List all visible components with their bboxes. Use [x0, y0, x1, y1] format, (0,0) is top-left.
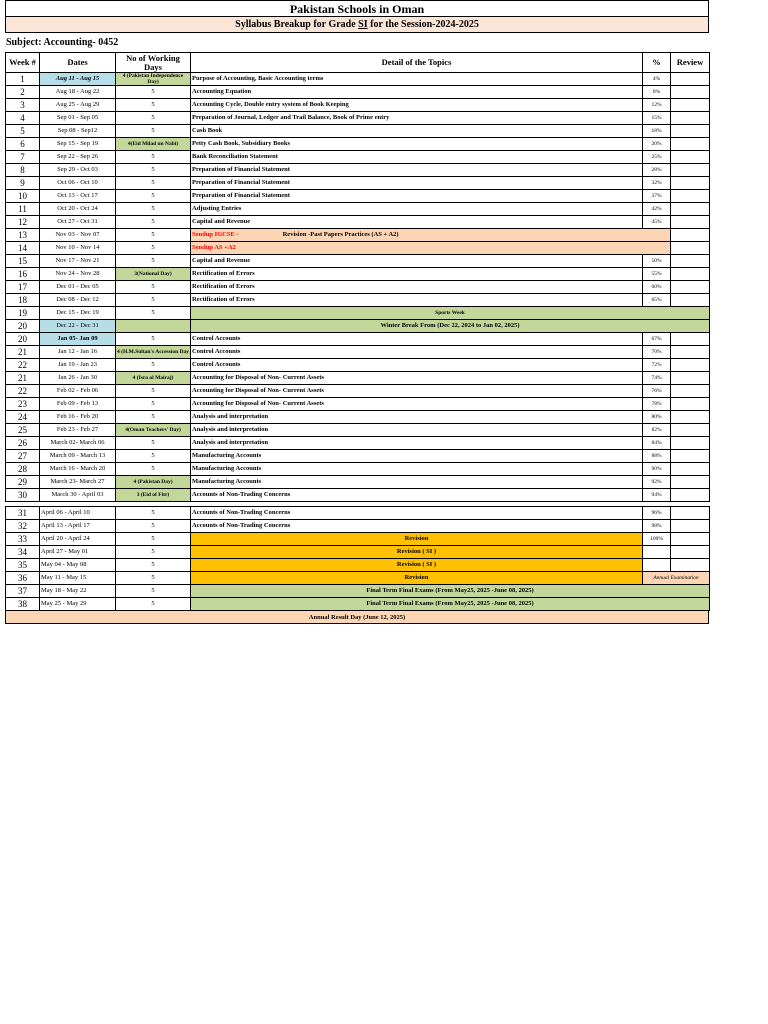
working-days: 4(Eid Milad un Nabi) — [116, 138, 191, 151]
week-dates: Sep 08 - Sep12 — [40, 125, 116, 138]
week-number: 22 — [6, 359, 40, 372]
percent-complete: 90% — [643, 463, 671, 476]
percent-complete: 88% — [643, 450, 671, 463]
week-dates: April 27 - May 01 — [40, 546, 116, 559]
review-cell — [671, 164, 710, 177]
week-number: 38 — [6, 598, 40, 611]
week-dates: May 25 - May 29 — [40, 598, 116, 611]
school-title: Pakistan Schools in Oman — [5, 0, 709, 17]
working-days: 5 — [116, 437, 191, 450]
review-cell — [671, 112, 710, 125]
topic-detail: Manufacturing Accounts — [191, 463, 643, 476]
week-number: 33 — [6, 533, 40, 546]
week-dates: March 30 - April 03 — [40, 489, 116, 502]
topic-detail: Rectification of Errors — [191, 281, 643, 294]
working-days: 5 — [116, 598, 191, 611]
week-number: 17 — [6, 281, 40, 294]
review-cell — [671, 281, 710, 294]
week-number: 3 — [6, 99, 40, 112]
table-row — [6, 125, 710, 138]
table-row — [6, 151, 710, 164]
percent-complete: 8% — [643, 86, 671, 99]
week-number: 4 — [6, 112, 40, 125]
revision-note: Revision -Past Papers Practices (AS + A2) — [282, 231, 399, 238]
week-dates: Dec 08 - Dec 12 — [40, 294, 116, 307]
percent-complete: 25% — [643, 151, 671, 164]
working-days: 5 — [116, 307, 191, 320]
header-percent: % — [643, 53, 671, 73]
percent-complete: 84% — [643, 437, 671, 450]
table-row — [6, 268, 710, 281]
review-cell — [671, 507, 710, 520]
week-dates: Sep 01 - Sep 05 — [40, 112, 116, 125]
week-dates: Dec 01 - Dec 05 — [40, 281, 116, 294]
review-cell — [671, 450, 710, 463]
week-number: 10 — [6, 190, 40, 203]
week-number: 27 — [6, 450, 40, 463]
working-days: 5 — [116, 546, 191, 559]
week-number: 25 — [6, 424, 40, 437]
week-dates: Nov 03 - Nov 07 — [40, 229, 116, 242]
review-cell — [671, 151, 710, 164]
annual-exam-note: Annual Examination — [643, 572, 710, 585]
week-dates: Jan 19 - Jan 23 — [40, 359, 116, 372]
week-number: 9 — [6, 177, 40, 190]
topic-sendup — [191, 229, 671, 242]
percent-complete: 65% — [643, 294, 671, 307]
working-days: 4 (H.M.Sultan's Accession Day — [116, 346, 191, 359]
week-dates: Oct 20 - Oct 24 — [40, 203, 116, 216]
week-dates: Nov 24 - Nov 28 — [40, 268, 116, 281]
table-row — [6, 533, 710, 546]
topic-detail: Accounting for Disposal of Non- Current Assets — [191, 372, 643, 385]
week-dates: March 16 - March 20 — [40, 463, 116, 476]
sendup-label: Sendup AS +A2 — [192, 244, 236, 251]
working-days: 5 — [116, 242, 191, 255]
review-cell — [671, 346, 710, 359]
topic-detail: Accounts of Non-Trading Concerns — [191, 507, 643, 520]
table-row — [6, 203, 710, 216]
review-cell — [671, 398, 710, 411]
syllabus-subtitle — [5, 17, 709, 33]
review-cell — [671, 216, 710, 229]
week-dates: April 13 - April 17 — [40, 520, 116, 533]
table-row — [6, 476, 710, 489]
topic-detail: Accounting Equation — [191, 86, 643, 99]
topic-detail: Capital and Revenue — [191, 255, 643, 268]
subject-label: Subject: Accounting- 0452 — [6, 37, 119, 48]
syllabus-table-main — [5, 52, 710, 502]
table-row — [6, 598, 710, 611]
percent-complete: 76% — [643, 385, 671, 398]
working-days: 5 — [116, 507, 191, 520]
table-row — [6, 450, 710, 463]
week-dates: Oct 27 - Oct 31 — [40, 216, 116, 229]
topic-detail: Control Accounts — [191, 359, 643, 372]
working-days: 4 (Pakistan Day) — [116, 476, 191, 489]
topic-detail: Preparation of Financial Statement — [191, 177, 643, 190]
week-number: 34 — [6, 546, 40, 559]
week-dates: April 06 - April 10 — [40, 507, 116, 520]
topic-detail: Rectification of Errors — [191, 268, 643, 281]
working-days: 5 — [116, 216, 191, 229]
percent-complete: 60% — [643, 281, 671, 294]
week-number: 2 — [6, 86, 40, 99]
topic-detail: Capital and Revenue — [191, 216, 643, 229]
revision-banner: Revision ( SI ) — [191, 559, 643, 572]
table-row — [6, 346, 710, 359]
week-dates: March 09 - March 13 — [40, 450, 116, 463]
subtitle-grade: SI — [358, 19, 368, 30]
table-row — [6, 411, 710, 424]
review-cell — [671, 520, 710, 533]
week-dates: Sep 22 - Sep 26 — [40, 151, 116, 164]
working-days — [116, 320, 191, 333]
table-row — [6, 164, 710, 177]
topic-detail: Adjusting Entries — [191, 203, 643, 216]
week-number: 13 — [6, 229, 40, 242]
syllabus-sheet — [5, 0, 709, 624]
header-topics: Detail of the Topics — [191, 53, 643, 73]
review-cell — [671, 99, 710, 112]
week-number: 19 — [6, 307, 40, 320]
review-cell — [671, 424, 710, 437]
percent-complete: 12% — [643, 99, 671, 112]
week-number: 18 — [6, 294, 40, 307]
working-days: 5 — [116, 229, 191, 242]
week-dates: Jan 05- Jan 09 — [40, 333, 116, 346]
week-number: 21 — [6, 346, 40, 359]
week-number: 31 — [6, 507, 40, 520]
working-days: 5 — [116, 533, 191, 546]
percent-complete: 96% — [643, 507, 671, 520]
review-cell — [671, 533, 710, 546]
week-number: 14 — [6, 242, 40, 255]
percent-complete: 4% — [643, 73, 671, 86]
second-rows — [6, 507, 710, 611]
week-dates: April 20 - April 24 — [40, 533, 116, 546]
syllabus-table-second — [5, 506, 710, 611]
week-dates: Feb 02 - Feb 06 — [40, 385, 116, 398]
review-cell — [671, 476, 710, 489]
header-working-days: No of Working Days — [116, 53, 191, 73]
table-row — [6, 112, 710, 125]
working-days: 4 (Isra ol Mairaj) — [116, 372, 191, 385]
week-number: 28 — [6, 463, 40, 476]
sendup-label: Sendup IGCSE - — [192, 231, 239, 238]
table-row — [6, 138, 710, 151]
working-days: 5 — [116, 112, 191, 125]
final-exam-banner: Final Term Final Exams (From May25, 2025 -June 08, 2025) — [191, 585, 710, 598]
table-row — [6, 177, 710, 190]
table-row — [6, 437, 710, 450]
percent-complete: 100% — [643, 533, 671, 546]
topic-detail: Manufacturing Accounts — [191, 476, 643, 489]
topic-detail: Rectification of Errors — [191, 294, 643, 307]
week-dates: Feb 09 - Feb 13 — [40, 398, 116, 411]
topic-detail: Manufacturing Accounts — [191, 450, 643, 463]
percent-complete: 45% — [643, 216, 671, 229]
week-number: 23 — [6, 398, 40, 411]
percent-complete: 20% — [643, 138, 671, 151]
week-dates: Aug 18 - Aug 22 — [40, 86, 116, 99]
revision-banner: Revision ( SI ) — [191, 546, 643, 559]
table-row — [6, 559, 710, 572]
percent-complete: 80% — [643, 411, 671, 424]
week-dates: Aug 25 - Aug 29 — [40, 99, 116, 112]
table-row — [6, 463, 710, 476]
review-cell — [671, 463, 710, 476]
week-number: 16 — [6, 268, 40, 281]
review-cell — [671, 177, 710, 190]
week-dates: Dec 15 - Dec 19 — [40, 307, 116, 320]
week-dates: March 02- March 06 — [40, 437, 116, 450]
review-cell — [671, 242, 710, 255]
table-row — [6, 216, 710, 229]
percent-complete: 50% — [643, 255, 671, 268]
topic-detail: Analysis and interpretation — [191, 437, 643, 450]
table-row — [6, 99, 710, 112]
event-banner: Sports Week — [191, 307, 710, 320]
working-days: 5 — [116, 385, 191, 398]
working-days: 5 — [116, 559, 191, 572]
percent-complete: 82% — [643, 424, 671, 437]
subtitle-suffix: for the Session-2024-2025 — [367, 19, 479, 30]
working-days: 5 — [116, 125, 191, 138]
table-row — [6, 398, 710, 411]
review-cell — [671, 229, 710, 242]
table-row — [6, 242, 710, 255]
working-days: 5 — [116, 281, 191, 294]
topic-detail: Cash Book — [191, 125, 643, 138]
event-banner: Winter Break From (Dec 22, 2024 to Jan 02, 2025) — [191, 320, 710, 333]
review-cell — [671, 138, 710, 151]
week-dates: Sep 29 - Oct 03 — [40, 164, 116, 177]
topic-detail: Petty Cash Book, Subsidiary Books — [191, 138, 643, 151]
working-days: 5 — [116, 333, 191, 346]
percent-complete: 55% — [643, 268, 671, 281]
header-week: Week # — [6, 53, 40, 73]
week-dates: Feb 16 - Feb 20 — [40, 411, 116, 424]
week-number: 21 — [6, 372, 40, 385]
week-number: 1 — [6, 73, 40, 86]
topic-detail: Accounting for Disposal of Non- Current Assets — [191, 398, 643, 411]
percent-complete: 42% — [643, 203, 671, 216]
review-cell — [671, 333, 710, 346]
percent-complete: 15% — [643, 112, 671, 125]
review-cell — [671, 268, 710, 281]
working-days: 5 — [116, 86, 191, 99]
working-days: 5 — [116, 99, 191, 112]
working-days: 3 (Eid of Fitr) — [116, 489, 191, 502]
week-dates: Feb 23 - Feb 27 — [40, 424, 116, 437]
week-number: 12 — [6, 216, 40, 229]
percent-complete: 78% — [643, 398, 671, 411]
percent-complete: 94% — [643, 489, 671, 502]
week-dates: March 23- March 27 — [40, 476, 116, 489]
week-number: 24 — [6, 411, 40, 424]
working-days: 5 — [116, 411, 191, 424]
topic-detail: Control Accounts — [191, 346, 643, 359]
header-dates: Dates — [40, 53, 116, 73]
week-dates: Oct 13 - Oct 17 — [40, 190, 116, 203]
table-row — [6, 294, 710, 307]
percent-complete: 92% — [643, 476, 671, 489]
working-days: 5 — [116, 294, 191, 307]
final-exam-banner: Final Term Final Exams (From May25, 2025 -June 08, 2025) — [191, 598, 710, 611]
working-days: 5 — [116, 463, 191, 476]
topic-sendup — [191, 242, 671, 255]
working-days: 4 (Pakistan Independence Day) — [116, 73, 191, 86]
table-row — [6, 255, 710, 268]
topic-detail: Accounting Cycle, Double entry system of Book Keeping — [191, 99, 643, 112]
percent-complete: 28% — [643, 164, 671, 177]
working-days: 5 — [116, 177, 191, 190]
working-days: 5 — [116, 520, 191, 533]
week-number: 8 — [6, 164, 40, 177]
week-dates: May 18 - May 22 — [40, 585, 116, 598]
week-number: 20 — [6, 333, 40, 346]
working-days: 5 — [116, 359, 191, 372]
week-number: 7 — [6, 151, 40, 164]
review-cell — [671, 559, 710, 572]
table-row — [6, 359, 710, 372]
topic-detail: Analysis and interpretation — [191, 411, 643, 424]
table-row — [6, 333, 710, 346]
topic-detail: Accounts of Non-Trading Concerns — [191, 520, 643, 533]
review-cell — [671, 294, 710, 307]
subtitle-prefix: Syllabus Breakup for Grade — [235, 19, 359, 30]
week-number: 26 — [6, 437, 40, 450]
week-dates: Sep 15 - Sep 19 — [40, 138, 116, 151]
table-row — [6, 307, 710, 320]
week-dates: Nov 17 - Nov 21 — [40, 255, 116, 268]
week-number: 29 — [6, 476, 40, 489]
table-row — [6, 229, 710, 242]
topic-detail: Purpose of Accounting, Basic Accounting terms — [191, 73, 643, 86]
review-cell — [671, 255, 710, 268]
percent-complete: 37% — [643, 190, 671, 203]
review-cell — [671, 73, 710, 86]
working-days: 5 — [116, 203, 191, 216]
table-row — [6, 585, 710, 598]
review-cell — [671, 546, 710, 559]
table-row — [6, 190, 710, 203]
table-row — [6, 320, 710, 333]
topic-detail: Preparation of Financial Statement — [191, 164, 643, 177]
table-row — [6, 385, 710, 398]
percent-complete: 74% — [643, 372, 671, 385]
working-days: 5 — [116, 585, 191, 598]
week-number: 32 — [6, 520, 40, 533]
working-days: 4(Oman Teachers' Day) — [116, 424, 191, 437]
topic-detail: Bank Reconciliation Statement — [191, 151, 643, 164]
annual-result-day: Annual Result Day (June 12, 2025) — [5, 611, 709, 624]
week-number: 30 — [6, 489, 40, 502]
topic-detail: Preparation of Financial Statement — [191, 190, 643, 203]
review-cell — [671, 190, 710, 203]
revision-banner: Revision — [191, 572, 643, 585]
table-row — [6, 86, 710, 99]
percent-complete — [643, 546, 671, 559]
week-dates: Oct 06 - Oct 10 — [40, 177, 116, 190]
topic-detail: Accounts of Non-Trading Concerns — [191, 489, 643, 502]
review-cell — [671, 489, 710, 502]
working-days: 5 — [116, 151, 191, 164]
review-cell — [671, 385, 710, 398]
review-cell — [671, 372, 710, 385]
topic-detail: Accounting for Disposal of Non- Current Assets — [191, 385, 643, 398]
topic-detail: Analysis and interpretation — [191, 424, 643, 437]
week-dates: Jan 26 - Jan 30 — [40, 372, 116, 385]
percent-complete: 67% — [643, 333, 671, 346]
week-number: 15 — [6, 255, 40, 268]
week-dates: Dec 22 - Dec 31 — [40, 320, 116, 333]
revision-banner: Revision — [191, 533, 643, 546]
table-header-row — [6, 53, 710, 73]
week-dates: May 04 - May 08 — [40, 559, 116, 572]
percent-complete: 70% — [643, 346, 671, 359]
percent-complete: 98% — [643, 520, 671, 533]
percent-complete: 18% — [643, 125, 671, 138]
week-number: 35 — [6, 559, 40, 572]
week-dates: May 11 - May 15 — [40, 572, 116, 585]
week-number: 20 — [6, 320, 40, 333]
table-row — [6, 281, 710, 294]
table-row — [6, 73, 710, 86]
week-dates: Aug 11 - Aug 15 — [40, 73, 116, 86]
header-review: Review — [671, 53, 710, 73]
working-days: 5 — [116, 255, 191, 268]
working-days: 3(National Day) — [116, 268, 191, 281]
review-cell — [671, 203, 710, 216]
week-number: 6 — [6, 138, 40, 151]
percent-complete — [643, 559, 671, 572]
table-row — [6, 424, 710, 437]
percent-complete: 32% — [643, 177, 671, 190]
working-days: 5 — [116, 190, 191, 203]
week-number: 37 — [6, 585, 40, 598]
topic-detail: Preparation of Journal, Ledger and Trail Balance, Book of Prime entry — [191, 112, 643, 125]
table-row — [6, 507, 710, 520]
percent-complete: 72% — [643, 359, 671, 372]
week-dates: Nov 10 - Nov 14 — [40, 242, 116, 255]
week-number: 22 — [6, 385, 40, 398]
working-days: 5 — [116, 450, 191, 463]
working-days: 5 — [116, 164, 191, 177]
review-cell — [671, 411, 710, 424]
review-cell — [671, 359, 710, 372]
week-number: 36 — [6, 572, 40, 585]
working-days: 5 — [116, 398, 191, 411]
week-dates: Jan 12 - Jan 16 — [40, 346, 116, 359]
review-cell — [671, 86, 710, 99]
main-rows — [6, 73, 710, 502]
week-number: 11 — [6, 203, 40, 216]
table-row — [6, 489, 710, 502]
topic-detail: Control Accounts — [191, 333, 643, 346]
table-row — [6, 546, 710, 559]
week-number: 5 — [6, 125, 40, 138]
table-row — [6, 520, 710, 533]
review-cell — [671, 125, 710, 138]
review-cell — [671, 437, 710, 450]
table-row — [6, 372, 710, 385]
table-row — [6, 572, 710, 585]
working-days: 5 — [116, 572, 191, 585]
